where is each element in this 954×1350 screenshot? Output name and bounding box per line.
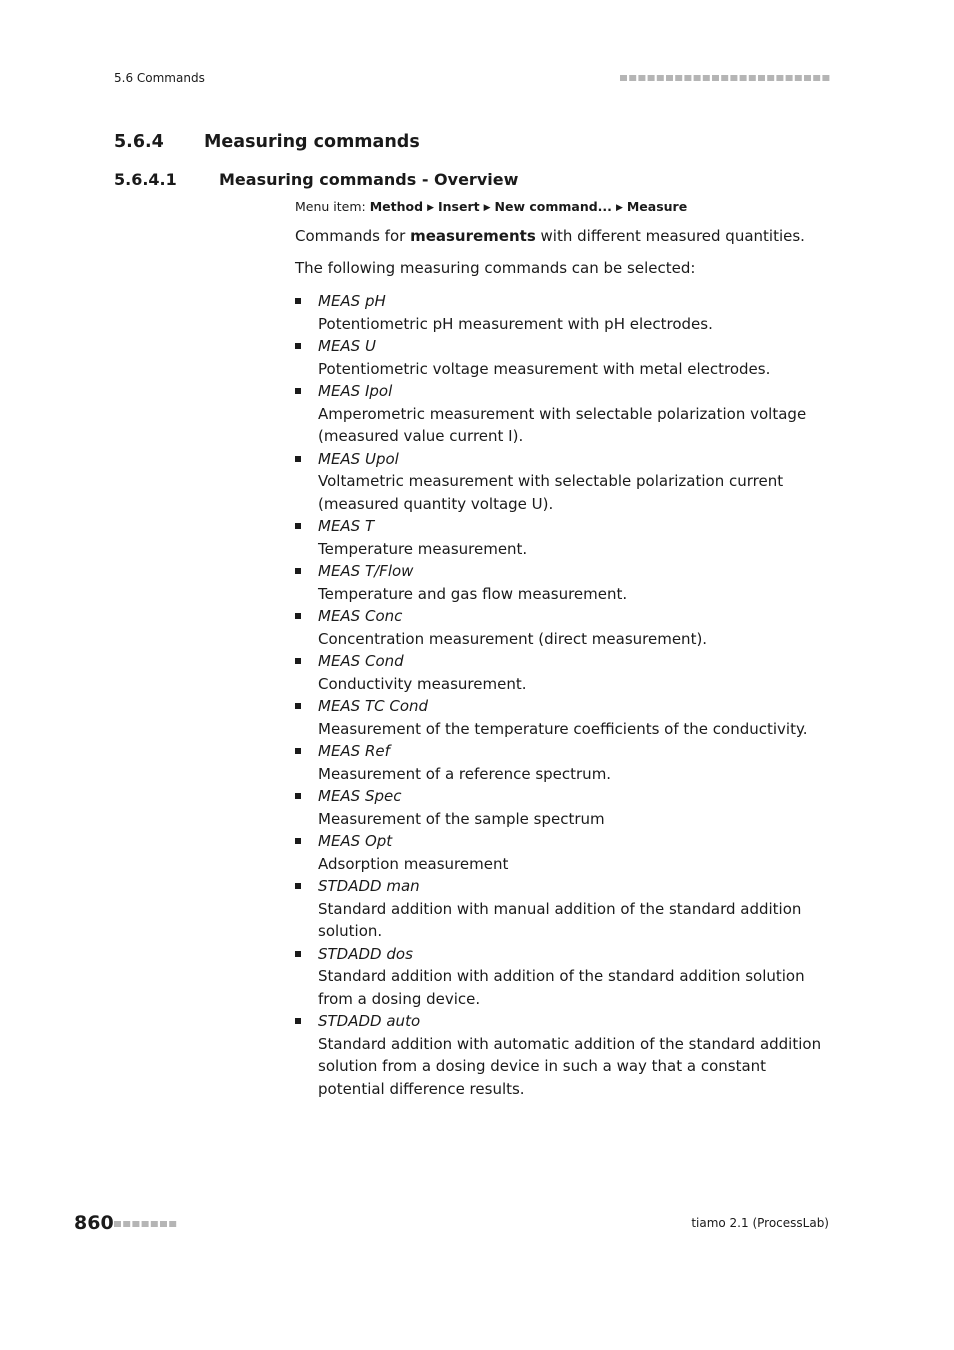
command-description: Voltametric measurement with selectable polarization current (measured quantity voltage U). <box>318 472 784 513</box>
square-bullet-icon <box>295 388 301 394</box>
command-name: MEAS Upol <box>318 449 399 468</box>
intro-text-end: with different measured quantities. <box>535 227 805 245</box>
square-bullet-icon <box>295 456 301 462</box>
square-bullet-icon <box>295 523 301 529</box>
dot-mark <box>132 1221 139 1227</box>
dot-mark <box>123 1221 130 1227</box>
command-name: MEAS Cond <box>318 652 404 670</box>
command-description: Measurement of the temperature coefficients of the conductivity. <box>318 719 808 738</box>
dot-mark <box>786 75 793 81</box>
footer-product: tiamo 2.1 (ProcessLab) <box>691 1216 829 1230</box>
dot-mark <box>703 75 710 81</box>
command-description: Measurement of a reference spectrum. <box>318 764 612 783</box>
square-bullet-icon <box>295 343 301 349</box>
section-heading <box>114 132 420 152</box>
menu-item-measure: Measure <box>626 199 688 214</box>
list-item <box>295 740 835 785</box>
command-name: MEAS TC Cond <box>318 697 429 715</box>
list-item <box>295 1010 835 1100</box>
header-dot-bar <box>620 73 830 83</box>
intro-text-start: Commands for <box>295 227 411 245</box>
dot-mark <box>795 75 802 81</box>
page-number: 860 <box>74 1212 114 1234</box>
command-description: Conductivity measurement. <box>318 674 527 693</box>
square-bullet-icon <box>295 883 301 889</box>
dot-mark <box>169 1221 176 1227</box>
dot-mark <box>721 75 728 81</box>
subsection-heading <box>114 170 518 189</box>
list-item <box>295 335 835 380</box>
command-name: MEAS pH <box>318 292 386 310</box>
dot-mark <box>648 75 655 81</box>
command-description: Standard addition with automatic addition of the standard addition solution from a dosing device in such a way that a constant potential difference results. <box>318 1034 822 1098</box>
dot-mark <box>620 75 627 81</box>
footer-dot-bar <box>114 1219 182 1229</box>
dot-mark <box>740 75 747 81</box>
command-description: Temperature measurement. <box>318 539 528 558</box>
command-list <box>295 290 835 1100</box>
list-item <box>295 380 835 448</box>
command-name: STDADD man <box>318 877 420 895</box>
section-number: 5.6.4 <box>114 132 164 152</box>
menu-path-prefix: Menu item: <box>295 199 366 214</box>
square-bullet-icon <box>295 748 301 754</box>
dot-mark <box>822 75 829 81</box>
list-item <box>295 560 835 605</box>
command-name: STDADD auto <box>318 1012 421 1030</box>
list-item <box>295 448 835 516</box>
command-description: Measurement of the sample spectrum <box>318 809 605 828</box>
square-bullet-icon <box>295 951 301 957</box>
dot-mark <box>160 1221 167 1227</box>
menu-path <box>295 199 687 214</box>
list-item <box>295 830 835 875</box>
command-description: Temperature and gas flow measurement. <box>318 584 628 603</box>
square-bullet-icon <box>295 793 301 799</box>
dot-mark <box>804 75 811 81</box>
dot-mark <box>142 1221 149 1227</box>
dot-mark <box>712 75 719 81</box>
dot-mark <box>749 75 756 81</box>
square-bullet-icon <box>295 613 301 619</box>
square-bullet-icon <box>295 298 301 304</box>
running-header-section: 5.6 Commands <box>114 71 205 85</box>
command-description: Amperometric measurement with selectable polarization voltage (measured value current I). <box>318 404 807 445</box>
list-item <box>295 695 835 740</box>
list-item <box>295 785 835 830</box>
menu-item-insert: Insert <box>437 199 480 214</box>
command-name: MEAS Conc <box>318 607 403 625</box>
square-bullet-icon <box>295 658 301 664</box>
triangle-right-icon: ▶ <box>427 203 434 213</box>
subsection-title: Measuring commands - Overview <box>219 170 519 189</box>
intro-bold-term: measurements <box>410 227 536 245</box>
menu-item-method: Method <box>369 199 424 214</box>
selection-paragraph: The following measuring commands can be selected: <box>295 259 696 277</box>
command-name: MEAS Opt <box>318 832 393 850</box>
dot-mark <box>629 75 636 81</box>
list-item <box>295 605 835 650</box>
square-bullet-icon <box>295 568 301 574</box>
command-description: Standard addition with manual addition of the standard addition solution. <box>318 899 802 940</box>
dot-mark <box>151 1221 158 1227</box>
dot-mark <box>638 75 645 81</box>
square-bullet-icon <box>295 1018 301 1024</box>
command-name: MEAS T <box>318 517 375 535</box>
dot-mark <box>776 75 783 81</box>
command-name: MEAS Ipol <box>318 382 393 400</box>
intro-paragraph <box>295 227 835 245</box>
list-item <box>295 650 835 695</box>
dot-mark <box>675 75 682 81</box>
list-item <box>295 875 835 943</box>
triangle-right-icon: ▶ <box>615 203 623 213</box>
dot-mark <box>684 75 691 81</box>
dot-mark <box>813 75 820 81</box>
square-bullet-icon <box>295 838 301 844</box>
dot-mark <box>666 75 673 81</box>
dot-mark <box>114 1221 121 1227</box>
dot-mark <box>694 75 701 81</box>
subsection-number: 5.6.4.1 <box>114 170 177 189</box>
command-description: Concentration measurement (direct measurement). <box>318 629 708 648</box>
command-name: MEAS Spec <box>318 787 402 805</box>
menu-item-new-command: New command... <box>494 199 612 214</box>
dot-mark <box>758 75 765 81</box>
square-bullet-icon <box>295 703 301 709</box>
list-item <box>295 290 835 335</box>
command-name: MEAS Ref <box>318 742 390 760</box>
list-item <box>295 515 835 560</box>
triangle-right-icon: ▶ <box>483 203 491 213</box>
dot-mark <box>767 75 774 81</box>
command-name: MEAS U <box>318 337 376 355</box>
command-description: Potentiometric pH measurement with pH electrodes. <box>318 314 713 333</box>
command-name: STDADD dos <box>318 944 413 963</box>
command-name: MEAS T/Flow <box>318 562 414 580</box>
list-item <box>295 943 835 1011</box>
command-description: Adsorption measurement <box>318 854 509 873</box>
command-description: Standard addition with addition of the standard addition solution from a dosing device. <box>318 967 805 1008</box>
command-description: Potentiometric voltage measurement with metal electrodes. <box>318 359 771 378</box>
dot-mark <box>657 75 664 81</box>
dot-mark <box>730 75 737 81</box>
section-title: Measuring commands <box>204 132 420 152</box>
